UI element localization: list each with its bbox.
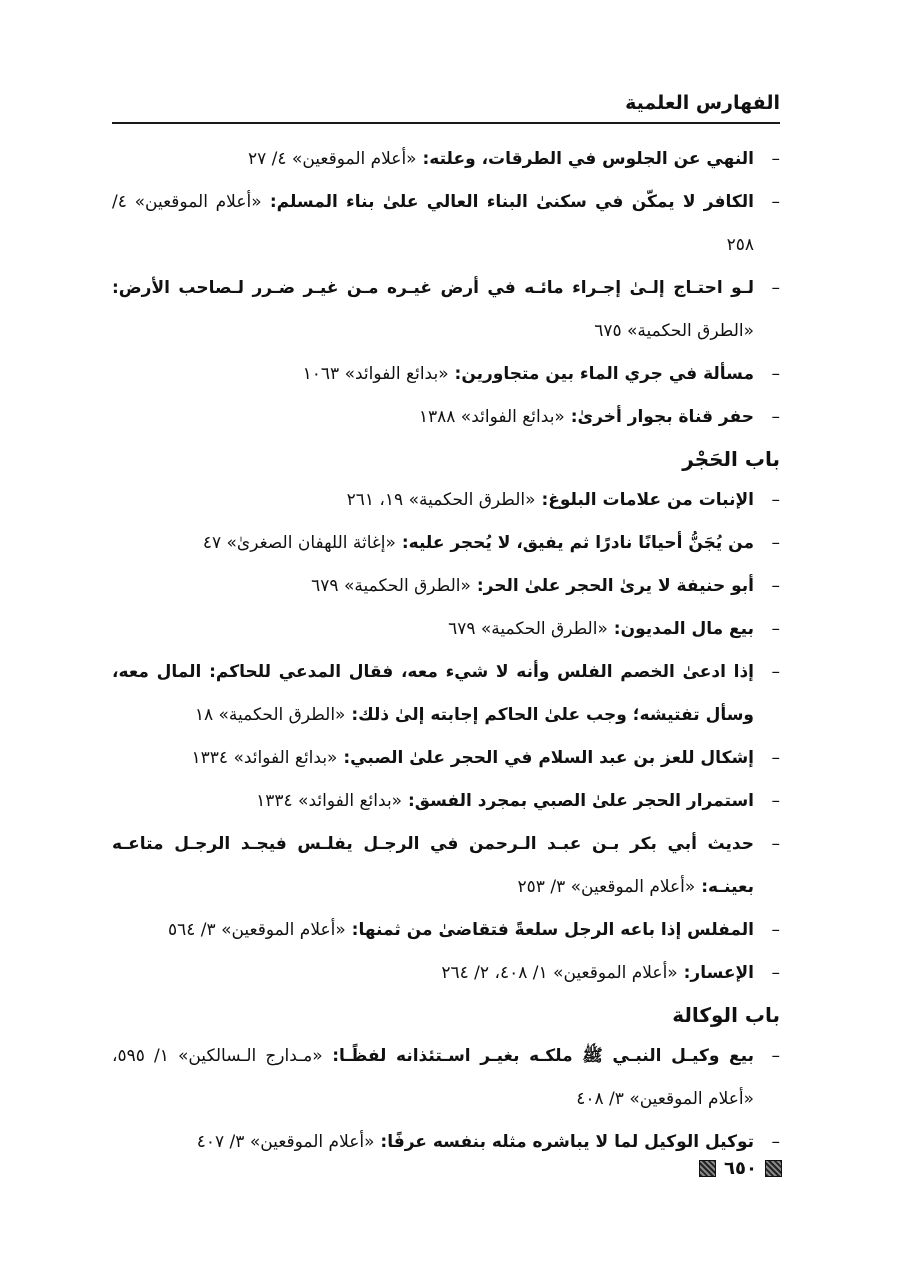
entry-ref: ٣/ ٢٥٣ <box>517 877 571 897</box>
index-entry <box>112 909 780 952</box>
index-entry <box>112 267 780 353</box>
entry-ref: ١٠٦٣ <box>302 364 345 384</box>
entry-dash: – <box>771 576 780 596</box>
index-entry <box>112 1035 780 1121</box>
entry-ref: ٦٧٩ <box>448 619 481 639</box>
index-entry <box>112 608 780 651</box>
entry-source: «الطرق الحكمية» <box>218 705 346 725</box>
entry-source: «بدائع الفوائد» <box>344 364 449 384</box>
entry-dash: – <box>771 662 780 682</box>
entry-dash: – <box>771 533 780 553</box>
entry-text: المفلس إذا باعه الرجل سلعةً فتقاضىٰ من ثمنها: <box>345 920 754 940</box>
entry-text: مسألة في جري الماء بين متجاورين: <box>448 364 754 384</box>
entry-text: لـو احتـاج إلـىٰ إجـراء مائـه في أرض غيـره مـن غيـر ضـرر لـصاحب الأرض: <box>112 278 754 298</box>
index-entry <box>112 737 780 780</box>
entry-text: النهي عن الجلوس في الطرقات، وعلته: <box>416 149 754 169</box>
entry-source: «بدائع الفوائد» <box>460 407 565 427</box>
entry-text: من يُجَنُّ أحيانًا نادرًا ثم يفيق، لا يُحجر عليه: <box>395 533 754 553</box>
entry-source: «أعلام الموقعين» <box>553 963 678 983</box>
entry-source: «بدائع الفوائد» <box>298 791 403 811</box>
index-entry <box>112 651 780 737</box>
entry-text: الإنبات من علامات البلوغ: <box>535 490 754 510</box>
entry-text: إذا ادعىٰ الخصم الفلس وأنه لا شيء معه، فقال المدعي للحاكم: المال معه، وسأل تفتيشه؛ وجب علىٰ الحاكم إجابته إلىٰ ذلك: <box>112 662 754 725</box>
entry-source: «مـدارج الـسالكين» <box>177 1046 323 1066</box>
index-entry <box>112 565 780 608</box>
page-number-footer <box>699 1158 782 1179</box>
entry-ref: ٦٧٩ <box>311 576 344 596</box>
entry-text: توكيل الوكيل لما لا يباشره مثله بنفسه عرفًا: <box>374 1132 754 1152</box>
entry-source: «الطرق الحكمية» <box>480 619 608 639</box>
entry-dash: – <box>771 748 780 768</box>
ornament-icon <box>765 1160 782 1177</box>
entry-dash: – <box>771 963 780 983</box>
page-number: ٦٥٠ <box>724 1158 757 1179</box>
entry-dash: – <box>771 1046 780 1066</box>
entry-ref: ١٣٨٨ <box>418 407 461 427</box>
entry-text: بيع وكيـل النبـي ﷺ ملكـه بغيـر اسـتئذانه لفظًـا: <box>322 1046 754 1066</box>
entry-ref: ١٣٣٤ <box>256 791 299 811</box>
chapter-heading: باب الحَجْر <box>682 447 780 471</box>
entry-ref: ٤٧ <box>202 533 227 553</box>
entry-text: حديث أبي بكر بـن عبـد الـرحمن في الرجـل يفلـس فيجـد الرجـل متاعـه بعينـه: <box>112 834 754 897</box>
index-entry <box>112 1121 780 1164</box>
entry-ref: ١٨ <box>194 705 219 725</box>
index-entry <box>112 522 780 565</box>
entry-dash: – <box>771 834 780 854</box>
entry-dash: – <box>771 149 780 169</box>
index-entry <box>112 138 780 181</box>
entry-text: حفر قناة بجوار أخرىٰ: <box>564 407 754 427</box>
entry-source: «الطرق الحكمية» <box>408 490 536 510</box>
index-entry <box>112 353 780 396</box>
entry-dash: – <box>771 364 780 384</box>
entry-dash: – <box>771 619 780 639</box>
entry-source: «أعلام الموقعين» <box>291 149 417 169</box>
entry-text: أبو حنيفة لا يرىٰ الحجر علىٰ الحر: <box>470 576 754 596</box>
running-header-title: الفهارس العلمية <box>625 92 780 114</box>
entry-source: «أعلام الموقعين» <box>134 192 262 212</box>
entry-source: «أعلام الموقعين» <box>249 1132 375 1152</box>
entry-dash: – <box>771 490 780 510</box>
entry-ref: ٦٧٥ <box>594 321 628 341</box>
index-entry <box>112 780 780 823</box>
entry-ref: ١/ ٥٩٥، «أعلام الموقعين» ٣/ ٤٠٨ <box>112 1046 754 1109</box>
index-content <box>112 138 780 1164</box>
entry-ref: ٤/ ٢٥٨ <box>112 192 754 255</box>
entry-source: «أعلام الموقعين» <box>221 920 346 940</box>
index-entry <box>112 823 780 909</box>
ornament-icon <box>699 1160 716 1177</box>
entry-dash: – <box>771 1132 780 1152</box>
entry-source: «بدائع الفوائد» <box>233 748 338 768</box>
entry-text: الكافر لا يمكّن في سكنىٰ البناء العالي علىٰ بناء المسلم: <box>261 192 754 212</box>
entry-text: بيع مال المديون: <box>607 619 754 639</box>
running-header <box>112 88 780 124</box>
entry-ref: ١/ ٤٠٨، ٢/ ٢٦٤ <box>441 963 554 983</box>
entry-ref: ١٣٣٤ <box>191 748 234 768</box>
index-entry <box>112 396 780 439</box>
entry-text: الإعسار: <box>677 963 754 983</box>
entry-dash: – <box>771 791 780 811</box>
index-entry <box>112 952 780 995</box>
entry-dash: – <box>771 407 780 427</box>
entry-dash: – <box>771 192 780 212</box>
index-entry <box>112 479 780 522</box>
entry-dash: – <box>771 920 780 940</box>
entry-dash: – <box>771 278 780 298</box>
entry-text: استمرار الحجر علىٰ الصبي بمجرد الفسق: <box>402 791 754 811</box>
entry-source: «الطرق الحكمية» <box>343 576 471 596</box>
entry-source: «أعلام الموقعين» <box>570 877 696 897</box>
chapter-heading: باب الوكالة <box>672 1003 780 1027</box>
entry-source: «إغاثة اللهفان الصغرىٰ» <box>226 533 396 553</box>
entry-ref: ٣/ ٤٠٧ <box>196 1132 250 1152</box>
entry-source: «الطرق الحكمية» <box>627 321 754 341</box>
entry-ref: ١٩، ٢٦١ <box>346 490 409 510</box>
index-entry <box>112 181 780 267</box>
entry-ref: ٤/ ٢٧ <box>247 149 292 169</box>
entry-text: إشكال للعز بن عبد السلام في الحجر علىٰ الصبي: <box>337 748 754 768</box>
entry-ref: ٣/ ٥٦٤ <box>167 920 222 940</box>
